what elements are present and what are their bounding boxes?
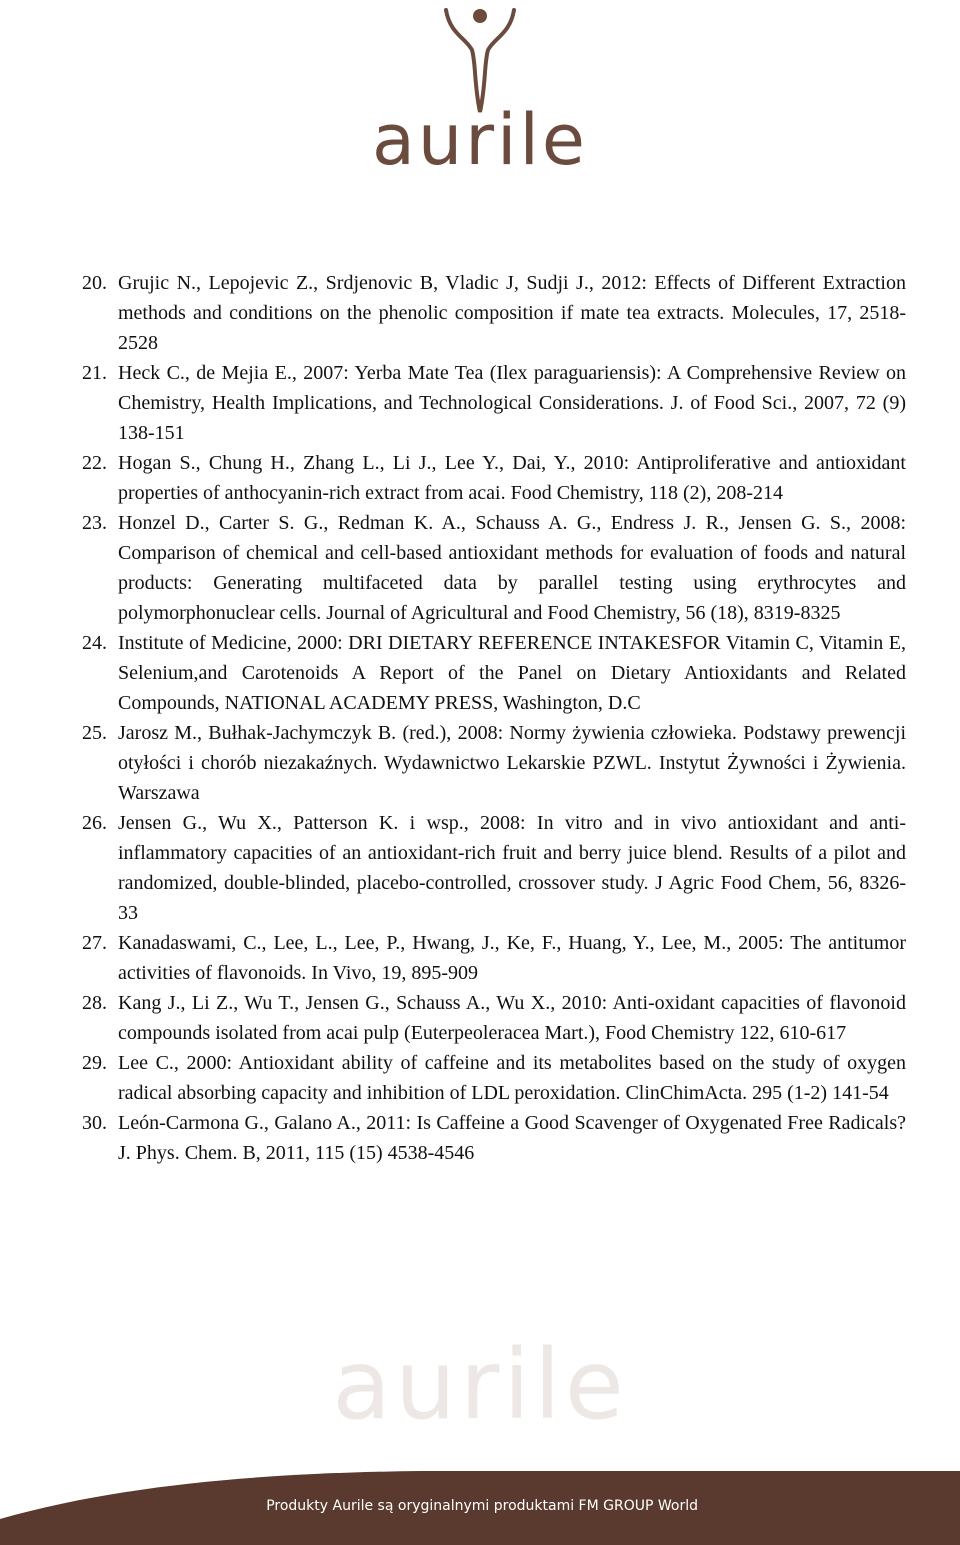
reference-text: Jarosz M., Bułhak-Jachymczyk B. (red.), 2008: Normy żywienia człowieka. Podstawy prewencji otyłości i chorób niezakaźnych. Wydawnictwo Lekarskie PZWL. Instytut Żywności i Żywienia. Warszawa — [118, 722, 906, 804]
reference-item — [82, 358, 906, 448]
reference-item — [82, 808, 906, 928]
reference-number: 20. — [82, 272, 107, 294]
reference-number: 24. — [82, 632, 107, 654]
reference-item — [82, 268, 906, 358]
reference-item — [82, 1108, 906, 1168]
reference-list — [82, 268, 906, 1168]
reference-item — [82, 718, 906, 808]
reference-text: Honzel D., Carter S. G., Redman K. A., Schauss A. G., Endress J. R., Jensen G. S., 2008: Comparison of chemical and cell-based antioxidant methods for evaluation of foods and natural products: Generating multifaceted data by parallel testing using erythrocytes and polymorphonuclear cells. Journal of Agricultural and Food Chemistry, 56 (18), 8319-8325 — [118, 512, 906, 624]
reference-number: 23. — [82, 512, 107, 534]
reference-item — [82, 988, 906, 1048]
reference-item — [82, 448, 906, 508]
header-logo — [0, 0, 960, 190]
reference-item — [82, 628, 906, 718]
reference-text: Heck C., de Mejia E., 2007: Yerba Mate Tea (Ilex paraguariensis): A Comprehensive Review on Chemistry, Health Implications, and Technological Considerations. J. of Food Sci., 2007, 72 (9) 138-151 — [118, 362, 906, 444]
reference-text: León-Carmona G., Galano A., 2011: Is Caffeine a Good Scavenger of Oxygenated Free Radicals? J. Phys. Chem. B, 2011, 115 (15) 4538-4546 — [118, 1112, 906, 1164]
reference-item — [82, 508, 906, 628]
reference-number: 28. — [82, 992, 107, 1014]
reference-number: 21. — [82, 362, 107, 384]
reference-text: Hogan S., Chung H., Zhang L., Li J., Lee Y., Dai, Y., 2010: Antiproliferative and antioxidant properties of anthocyanin-rich extract from acai. Food Chemistry, 118 (2), 208-214 — [118, 452, 906, 504]
reference-text: Jensen G., Wu X., Patterson K. i wsp., 2008: In vitro and in vivo antioxidant and anti-inflammatory capacities of an antioxidant-rich fruit and berry juice blend. Results of a pilot and randomized, double-blinded, placebo-controlled, crossover study. J Agric Food Chem, 56, 8326-33 — [118, 812, 906, 924]
footer-text: Produkty Aurile są oryginalnymi produktami FM GROUP World — [266, 1498, 698, 1514]
reference-text: Institute of Medicine, 2000: DRI DIETARY REFERENCE INTAKESFOR Vitamin C, Vitamin E, Selenium,and Carotenoids A Report of the Panel on Dietary Antioxidants and Related Compounds, NATIONAL ACADEMY PRESS, Washington, D.C — [118, 632, 906, 714]
reference-text: Lee C., 2000: Antioxidant ability of caffeine and its metabolites based on the study of oxygen radical absorbing capacity and inhibition of LDL peroxidation. ClinChimActa. 295 (1-2) 141-54 — [118, 1052, 906, 1104]
reference-number: 27. — [82, 932, 107, 954]
reference-number: 30. — [82, 1112, 107, 1134]
reference-item — [82, 1048, 906, 1108]
reference-number: 25. — [82, 722, 107, 744]
reference-number: 22. — [82, 452, 107, 474]
reference-text: Kanadaswami, C., Lee, L., Lee, P., Hwang, J., Ke, F., Huang, Y., Lee, M., 2005: The antitumor activities of flavonoids. In Vivo, 19, 895-909 — [118, 932, 906, 984]
footer-banner — [0, 1455, 960, 1545]
brand-watermark: aurile — [332, 1329, 628, 1441]
reference-number: 29. — [82, 1052, 107, 1074]
reference-text: Grujic N., Lepojevic Z., Srdjenovic B, Vladic J, Sudji J., 2012: Effects of Different Extraction methods and conditions on the phenolic composition if mate tea extracts. Molecules, 17, 2518-2528 — [118, 272, 906, 354]
brand-wordmark: aurile — [371, 99, 588, 181]
reference-item — [82, 928, 906, 988]
reference-text: Kang J., Li Z., Wu T., Jensen G., Schauss A., Wu X., 2010: Anti-oxidant capacities of flavonoid compounds isolated from acai pulp (Euterpeoleracea Mart.), Food Chemistry 122, 610-617 — [118, 992, 906, 1044]
reference-number: 26. — [82, 812, 107, 834]
